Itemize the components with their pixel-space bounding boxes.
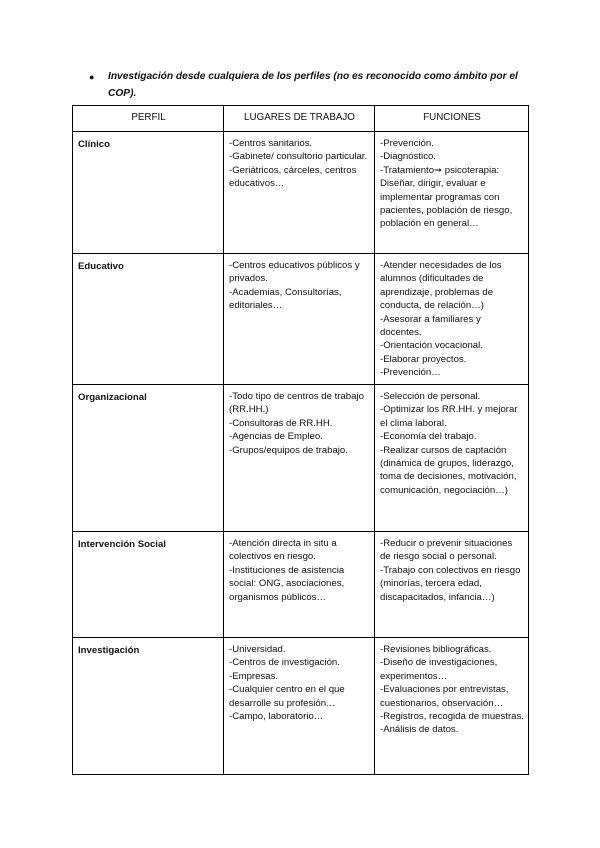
lugares-item: -Universidad. <box>229 644 286 655</box>
lugares-item: -Centros de investigación. <box>229 657 340 669</box>
funciones-item: -Economía del trabajo. <box>380 431 477 443</box>
header-funciones: FUNCIONES <box>375 106 529 132</box>
lugares-cell <box>224 132 375 254</box>
perfil-cell: Organizacional <box>73 385 224 532</box>
funciones-item: -Registros, recogida de muestras. <box>380 711 524 723</box>
lugares-item: -Consultoras de RR.HH. <box>229 417 333 429</box>
funciones-cell <box>375 532 529 638</box>
lugares-item: -Atención directa in situ a colectivos en riesgo. <box>229 538 337 563</box>
funciones-item: -Análisis de datos. <box>380 724 459 736</box>
lugares-item: -Instituciones de asistencia social: ONG, asociaciones, organismos públicos… <box>229 564 345 603</box>
lugares-item: -Centros educativos públicos y privados. <box>229 260 360 285</box>
lugares-item: -Grupos/equipos de trabajo. <box>229 444 348 456</box>
funciones-item: -Diagnóstico. <box>380 151 436 163</box>
lugares-item: -Cualquier centro en el que desarrolle su profesión… <box>229 684 345 709</box>
funciones-cell <box>375 254 529 385</box>
funciones-item: -Optimizar los RR.HH. y mejorar el clima laboral. <box>380 404 518 429</box>
bullet-icon: ● <box>89 72 95 82</box>
table-row <box>73 532 529 638</box>
funciones-item: -Trabajo con colectivos en riesgo (minorías, tercera edad, discapacitados, infancia…) <box>380 564 521 603</box>
funciones-cell <box>375 638 529 775</box>
funciones-item: -Realizar cursos de captación (dinámica de grupos, liderazgo, toma de decisiones, motivación, comunicación, negociación…) <box>380 444 517 496</box>
lugares-item: -Empresas. <box>229 670 279 682</box>
funciones-item: -Tratamiento➞ psicoterapia: Diseñar, dirigir, evaluar e implementar programas con pacientes, población de riesgo, población en general… <box>380 164 513 230</box>
intro-text: Investigación desde cualquiera de los perfiles (no es reconocido como ámbito por el COP). <box>108 71 518 99</box>
header-lugares: LUGARES DE TRABAJO <box>224 106 375 132</box>
perfil-cell: Intervención Social <box>73 532 224 638</box>
funciones-item: -Revisiones bibliográficas. <box>380 644 492 655</box>
lugares-item: -Centros sanitarios. <box>229 138 313 149</box>
intro-bullet-item <box>72 69 532 102</box>
lugares-item: -Gabinete/ consultorio particular. <box>229 151 368 163</box>
table-row <box>73 132 529 254</box>
table-row <box>73 385 529 532</box>
funciones-item: -Asesorar a familiares y docentes. <box>380 313 481 339</box>
lugares-item: -Academias, Consultorías, editoriales… <box>229 286 342 312</box>
profiles-table <box>72 105 529 775</box>
lugares-cell <box>224 532 375 638</box>
lugares-cell <box>224 385 375 532</box>
funciones-item: -Selección de personal. <box>380 391 481 402</box>
funciones-item: -Elaborar proyectos. <box>380 353 467 365</box>
lugares-cell <box>224 254 375 385</box>
perfil-cell: Clínico <box>73 132 224 254</box>
funciones-item: -Prevención. <box>380 138 434 149</box>
perfil-cell: Educativo <box>73 254 224 385</box>
funciones-item: -Atender necesidades de los alumnos (dificultades de aprendizaje, problemas de conducta, de relación…) <box>380 260 502 312</box>
funciones-item: -Orientación vocacional. <box>380 340 483 352</box>
funciones-item: -Reducir o prevenir situaciones de riesgo social o personal. <box>380 538 513 563</box>
lugares-item: -Todo tipo de centros de trabajo (RR.HH.) <box>229 391 364 416</box>
lugares-cell <box>224 638 375 775</box>
funciones-item: -Prevención… <box>380 367 441 379</box>
funciones-item: -Diseño de investigaciones, experimentos… <box>380 657 498 682</box>
table-header-row <box>73 106 529 132</box>
table-row <box>73 638 529 775</box>
lugares-item: -Agencias de Empleo. <box>229 431 323 443</box>
perfil-cell: Investigación <box>73 638 224 775</box>
table-row <box>73 254 529 385</box>
funciones-cell <box>375 385 529 532</box>
lugares-item: -Campo, laboratorio… <box>229 711 324 723</box>
header-perfil: PERFIL <box>73 106 224 132</box>
funciones-cell <box>375 132 529 254</box>
funciones-item: -Evaluaciones por entrevistas, cuestionarios, observación… <box>380 684 509 709</box>
lugares-item: -Geriátricos, cárceles, centros educativos… <box>229 164 357 190</box>
